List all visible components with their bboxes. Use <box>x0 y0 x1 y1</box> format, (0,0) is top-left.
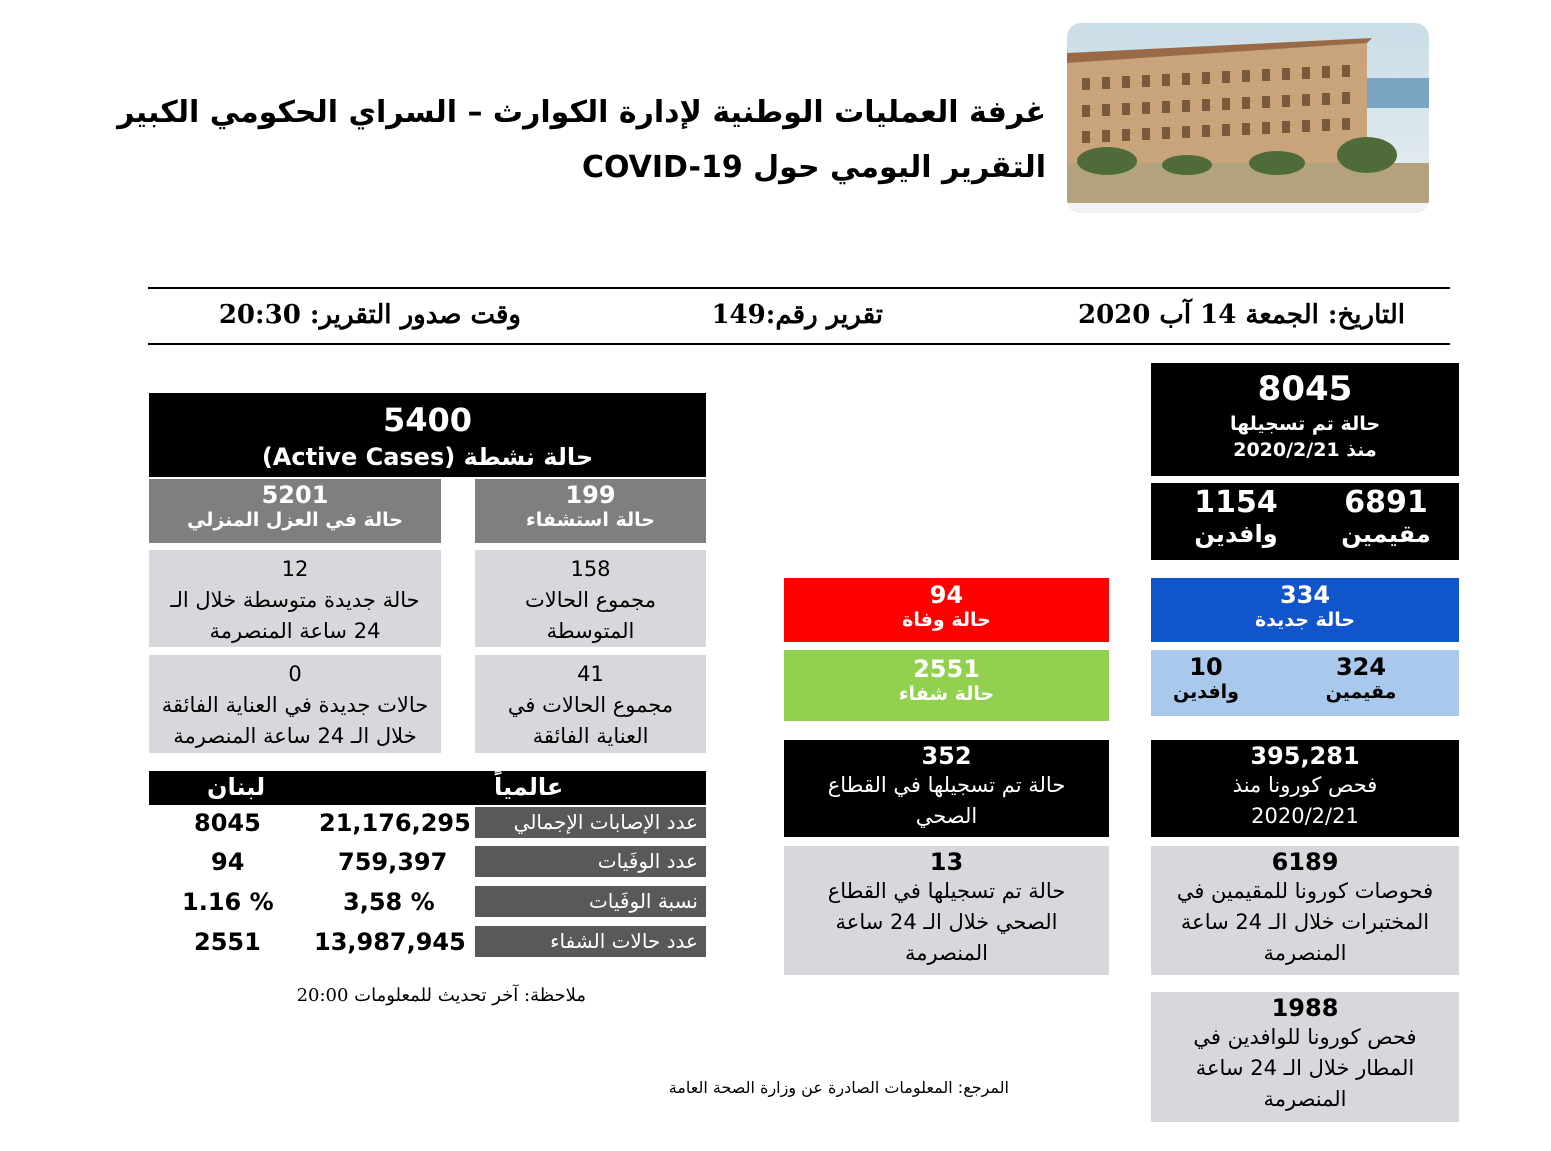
row-label: عدد الإصابات الإجمالي <box>475 807 706 838</box>
government-palace-photo <box>1067 23 1429 213</box>
total-cases-value: 8045 <box>1257 369 1353 409</box>
deaths-value: 94 <box>929 581 964 609</box>
source-note: المرجع: المعلومات الصادرة عن وزارة الصحة العامة <box>668 1078 1009 1097</box>
icu-new-label: حالات جديدة في العناية الفائقة خلال الـ 24 ساعة المنصرمة <box>161 693 429 748</box>
page-title: غرفة العمليات الوطنية لإدارة الكوارث – السراي الحكومي الكبير <box>117 95 1046 130</box>
new-cases-box <box>1151 578 1459 642</box>
tests-airport-box <box>1151 992 1459 1122</box>
tests-box <box>1151 740 1459 837</box>
lebanon-value: 1.16 % <box>182 888 274 916</box>
icu-total-box <box>475 655 706 753</box>
home-isolation-box <box>149 479 441 543</box>
health-sector-box <box>784 740 1109 837</box>
health-sector-label: حالة تم تسجيلها في القطاع الصحي <box>827 773 1066 828</box>
new-residents-label: مقيمين <box>1325 681 1397 703</box>
deaths-box <box>784 578 1109 642</box>
report-number: تقرير رقم:149 <box>711 300 883 330</box>
moderate-new-value: 12 <box>281 557 309 581</box>
top-divider <box>148 287 1450 289</box>
recovered-label: حالة شفاء <box>898 683 995 705</box>
health-sector-new-box <box>784 846 1109 975</box>
total-arrivals <box>1171 485 1301 548</box>
table-row <box>149 885 706 919</box>
table-row <box>149 806 706 840</box>
deaths-label: حالة وفاة <box>902 609 991 631</box>
icu-total-value: 41 <box>577 662 604 686</box>
moderate-total-label: مجموع الحالات المتوسطة <box>525 588 656 643</box>
world-value: 759,397 <box>338 848 448 876</box>
new-residents-value: 324 <box>1335 653 1387 681</box>
col-lebanon-header: لبنان <box>207 773 266 801</box>
new-arrivals <box>1161 653 1251 703</box>
world-value: 13,987,945 <box>314 928 466 956</box>
icu-new-value: 0 <box>288 662 302 686</box>
row-label: نسبة الوفَيات <box>475 886 706 917</box>
lebanon-value: 8045 <box>194 809 261 837</box>
health-sector-value: 352 <box>921 742 972 770</box>
hospital-label: حالة استشفاء <box>526 509 655 531</box>
row-label: عدد حالات الشفاء <box>475 926 706 957</box>
recovered-box <box>784 650 1109 721</box>
world-value: 3,58 % <box>343 888 435 916</box>
tests-since: 2020/2/21 <box>1251 804 1359 828</box>
total-breakdown-box <box>1151 483 1459 560</box>
table-row <box>149 925 706 959</box>
new-arrivals-value: 10 <box>1189 653 1223 681</box>
new-arrivals-label: وافدين <box>1173 681 1239 703</box>
tests-value: 395,281 <box>1250 742 1360 770</box>
health-sector-new-value: 13 <box>929 848 964 876</box>
new-cases-breakdown-box <box>1151 650 1459 716</box>
world-value: 21,176,295 <box>319 809 471 837</box>
new-cases-value: 334 <box>1279 581 1331 609</box>
total-cases-label: حالة تم تسجيلها <box>1229 413 1381 435</box>
report-time: وقت صدور التقرير: 20:30 <box>218 300 521 330</box>
tests-residents-value: 6189 <box>1271 848 1339 876</box>
total-arrivals-label: وافدين <box>1194 520 1278 548</box>
hospital-box <box>475 479 706 543</box>
new-residents <box>1306 653 1416 703</box>
moderate-total-box <box>475 550 706 647</box>
bottom-divider <box>148 343 1450 345</box>
table-row <box>149 845 706 879</box>
home-isolation-label: حالة في العزل المنزلي <box>187 509 403 531</box>
moderate-new-box <box>149 550 441 647</box>
report-date: التاريخ: الجمعة 14 آب 2020 <box>1077 300 1405 330</box>
moderate-new-label: حالة جديدة متوسطة خلال الـ 24 ساعة المنصرمة <box>170 588 420 643</box>
lebanon-value: 94 <box>211 848 245 876</box>
total-cases-box <box>1151 363 1459 476</box>
hospital-value: 199 <box>565 481 616 509</box>
tests-label: فحص كورونا منذ <box>1232 773 1378 797</box>
home-isolation-value: 5201 <box>261 481 329 509</box>
active-cases-value: 5400 <box>382 401 473 439</box>
total-cases-since: منذ 2020/2/21 <box>1233 439 1377 461</box>
health-sector-new-label: حالة تم تسجيلها في القطاع الصحي خلال الـ 24 ساعة المنصرمة <box>827 879 1066 965</box>
active-cases-box <box>149 393 706 477</box>
new-cases-label: حالة جديدة <box>1254 609 1356 631</box>
total-residents-value: 6891 <box>1344 485 1428 520</box>
tests-airport-value: 1988 <box>1271 994 1339 1022</box>
page-subtitle: التقرير اليومي حول COVID-19 <box>581 150 1046 185</box>
recovered-value: 2551 <box>913 655 980 683</box>
lebanon-value: 2551 <box>194 928 261 956</box>
world-table-header <box>149 771 706 805</box>
tests-residents-box <box>1151 846 1459 975</box>
tests-residents-label: فحوصات كورونا للمقيمين في المختبرات خلال الـ 24 ساعة المنصرمة <box>1176 879 1434 965</box>
active-cases-label: حالة نشطة (Active Cases) <box>261 443 594 471</box>
total-arrivals-value: 1154 <box>1194 485 1278 520</box>
col-world-header: عالمياً <box>494 773 564 801</box>
icu-new-box <box>149 655 441 753</box>
update-note: ملاحظة: آخر تحديث للمعلومات 20:00 <box>296 985 586 1006</box>
icu-total-label: مجموع الحالات في العناية الفائقة <box>507 693 674 748</box>
row-label: عدد الوفَيات <box>475 846 706 877</box>
total-residents <box>1321 485 1451 548</box>
tests-airport-label: فحص كورونا للوافدين في المطار خلال الـ 24 ساعة المنصرمة <box>1193 1025 1417 1111</box>
moderate-total-value: 158 <box>570 557 611 581</box>
total-residents-label: مقيمين <box>1341 520 1431 548</box>
